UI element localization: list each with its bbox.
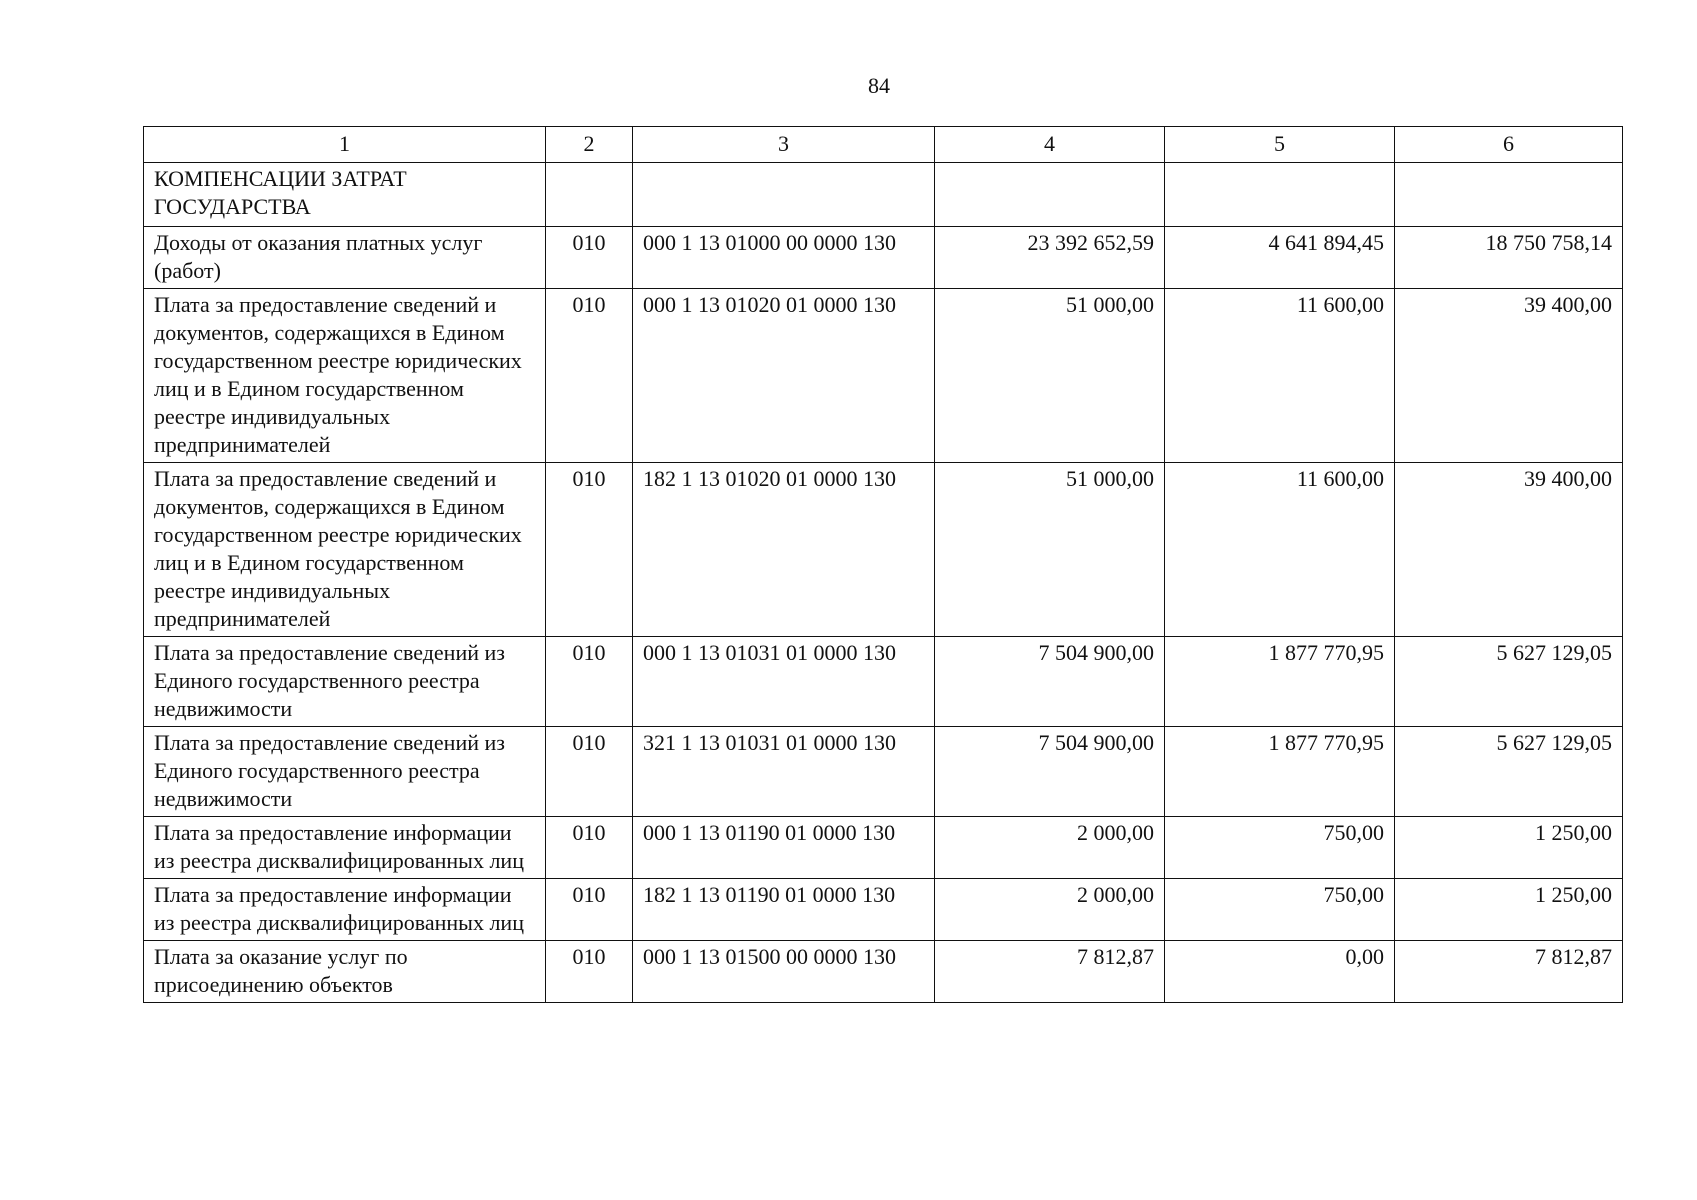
row-name: Плата за предоставление сведений из Единого государственного реестра недвижимости bbox=[144, 637, 546, 727]
row-value-col5: 750,00 bbox=[1165, 817, 1395, 879]
row-value-col5: 0,00 bbox=[1165, 941, 1395, 1003]
column-number-row bbox=[144, 127, 1623, 163]
empty-cell bbox=[1395, 163, 1623, 227]
table-row bbox=[144, 463, 1623, 637]
row-value-col5: 11 600,00 bbox=[1165, 289, 1395, 463]
row-line-code: 010 bbox=[546, 637, 633, 727]
row-value-col4: 23 392 652,59 bbox=[935, 227, 1165, 289]
row-value-col6: 1 250,00 bbox=[1395, 879, 1623, 941]
row-value-col6: 5 627 129,05 bbox=[1395, 727, 1623, 817]
row-budget-code: 000 1 13 01190 01 0000 130 bbox=[633, 817, 935, 879]
column-number-6: 6 bbox=[1395, 127, 1623, 163]
row-value-col6: 1 250,00 bbox=[1395, 817, 1623, 879]
row-budget-code: 000 1 13 01500 00 0000 130 bbox=[633, 941, 935, 1003]
row-value-col5: 4 641 894,45 bbox=[1165, 227, 1395, 289]
row-value-col5: 750,00 bbox=[1165, 879, 1395, 941]
row-value-col5: 1 877 770,95 bbox=[1165, 637, 1395, 727]
row-value-col4: 51 000,00 bbox=[935, 289, 1165, 463]
row-budget-code: 182 1 13 01020 01 0000 130 bbox=[633, 463, 935, 637]
empty-cell bbox=[1165, 163, 1395, 227]
column-number-5: 5 bbox=[1165, 127, 1395, 163]
row-name: Плата за предоставление сведений и документов, содержащихся в Едином государственном реестре юридических лиц и в Едином государственном реестре индивидуальных предпринимателей bbox=[144, 289, 546, 463]
row-budget-code: 000 1 13 01031 01 0000 130 bbox=[633, 637, 935, 727]
section-title: КОМПЕНСАЦИИ ЗАТРАТ ГОСУДАРСТВА bbox=[144, 163, 546, 227]
row-value-col5: 1 877 770,95 bbox=[1165, 727, 1395, 817]
row-value-col6: 5 627 129,05 bbox=[1395, 637, 1623, 727]
row-line-code: 010 bbox=[546, 941, 633, 1003]
row-budget-code: 182 1 13 01190 01 0000 130 bbox=[633, 879, 935, 941]
row-budget-code: 321 1 13 01031 01 0000 130 bbox=[633, 727, 935, 817]
row-value-col4: 7 504 900,00 bbox=[935, 637, 1165, 727]
row-value-col4: 7 504 900,00 bbox=[935, 727, 1165, 817]
table-row bbox=[144, 879, 1623, 941]
row-value-col4: 51 000,00 bbox=[935, 463, 1165, 637]
empty-cell bbox=[935, 163, 1165, 227]
row-line-code: 010 bbox=[546, 463, 633, 637]
row-value-col6: 39 400,00 bbox=[1395, 463, 1623, 637]
column-number-1: 1 bbox=[144, 127, 546, 163]
row-name: Плата за предоставление информации из реестра дисквалифицированных лиц bbox=[144, 879, 546, 941]
row-line-code: 010 bbox=[546, 879, 633, 941]
empty-cell bbox=[633, 163, 935, 227]
row-name: Плата за оказание услуг по присоединению объектов bbox=[144, 941, 546, 1003]
table-row bbox=[144, 941, 1623, 1003]
revenue-table bbox=[143, 126, 1623, 1003]
table-row bbox=[144, 227, 1623, 289]
row-value-col4: 2 000,00 bbox=[935, 879, 1165, 941]
row-name: Доходы от оказания платных услуг (работ) bbox=[144, 227, 546, 289]
row-value-col6: 7 812,87 bbox=[1395, 941, 1623, 1003]
table-row bbox=[144, 817, 1623, 879]
table-row bbox=[144, 289, 1623, 463]
row-value-col6: 18 750 758,14 bbox=[1395, 227, 1623, 289]
column-number-4: 4 bbox=[935, 127, 1165, 163]
row-name: Плата за предоставление сведений и документов, содержащихся в Едином государственном реестре юридических лиц и в Едином государственном реестре индивидуальных предпринимателей bbox=[144, 463, 546, 637]
row-value-col5: 11 600,00 bbox=[1165, 463, 1395, 637]
row-line-code: 010 bbox=[546, 289, 633, 463]
row-line-code: 010 bbox=[546, 727, 633, 817]
column-number-3: 3 bbox=[633, 127, 935, 163]
page-number: 84 bbox=[868, 73, 890, 98]
row-name: Плата за предоставление информации из реестра дисквалифицированных лиц bbox=[144, 817, 546, 879]
row-value-col4: 7 812,87 bbox=[935, 941, 1165, 1003]
section-row bbox=[144, 163, 1623, 227]
table-row bbox=[144, 727, 1623, 817]
row-budget-code: 000 1 13 01000 00 0000 130 bbox=[633, 227, 935, 289]
row-name: Плата за предоставление сведений из Единого государственного реестра недвижимости bbox=[144, 727, 546, 817]
row-value-col4: 2 000,00 bbox=[935, 817, 1165, 879]
row-value-col6: 39 400,00 bbox=[1395, 289, 1623, 463]
empty-cell bbox=[546, 163, 633, 227]
row-line-code: 010 bbox=[546, 227, 633, 289]
row-budget-code: 000 1 13 01020 01 0000 130 bbox=[633, 289, 935, 463]
column-number-2: 2 bbox=[546, 127, 633, 163]
table-row bbox=[144, 637, 1623, 727]
row-line-code: 010 bbox=[546, 817, 633, 879]
